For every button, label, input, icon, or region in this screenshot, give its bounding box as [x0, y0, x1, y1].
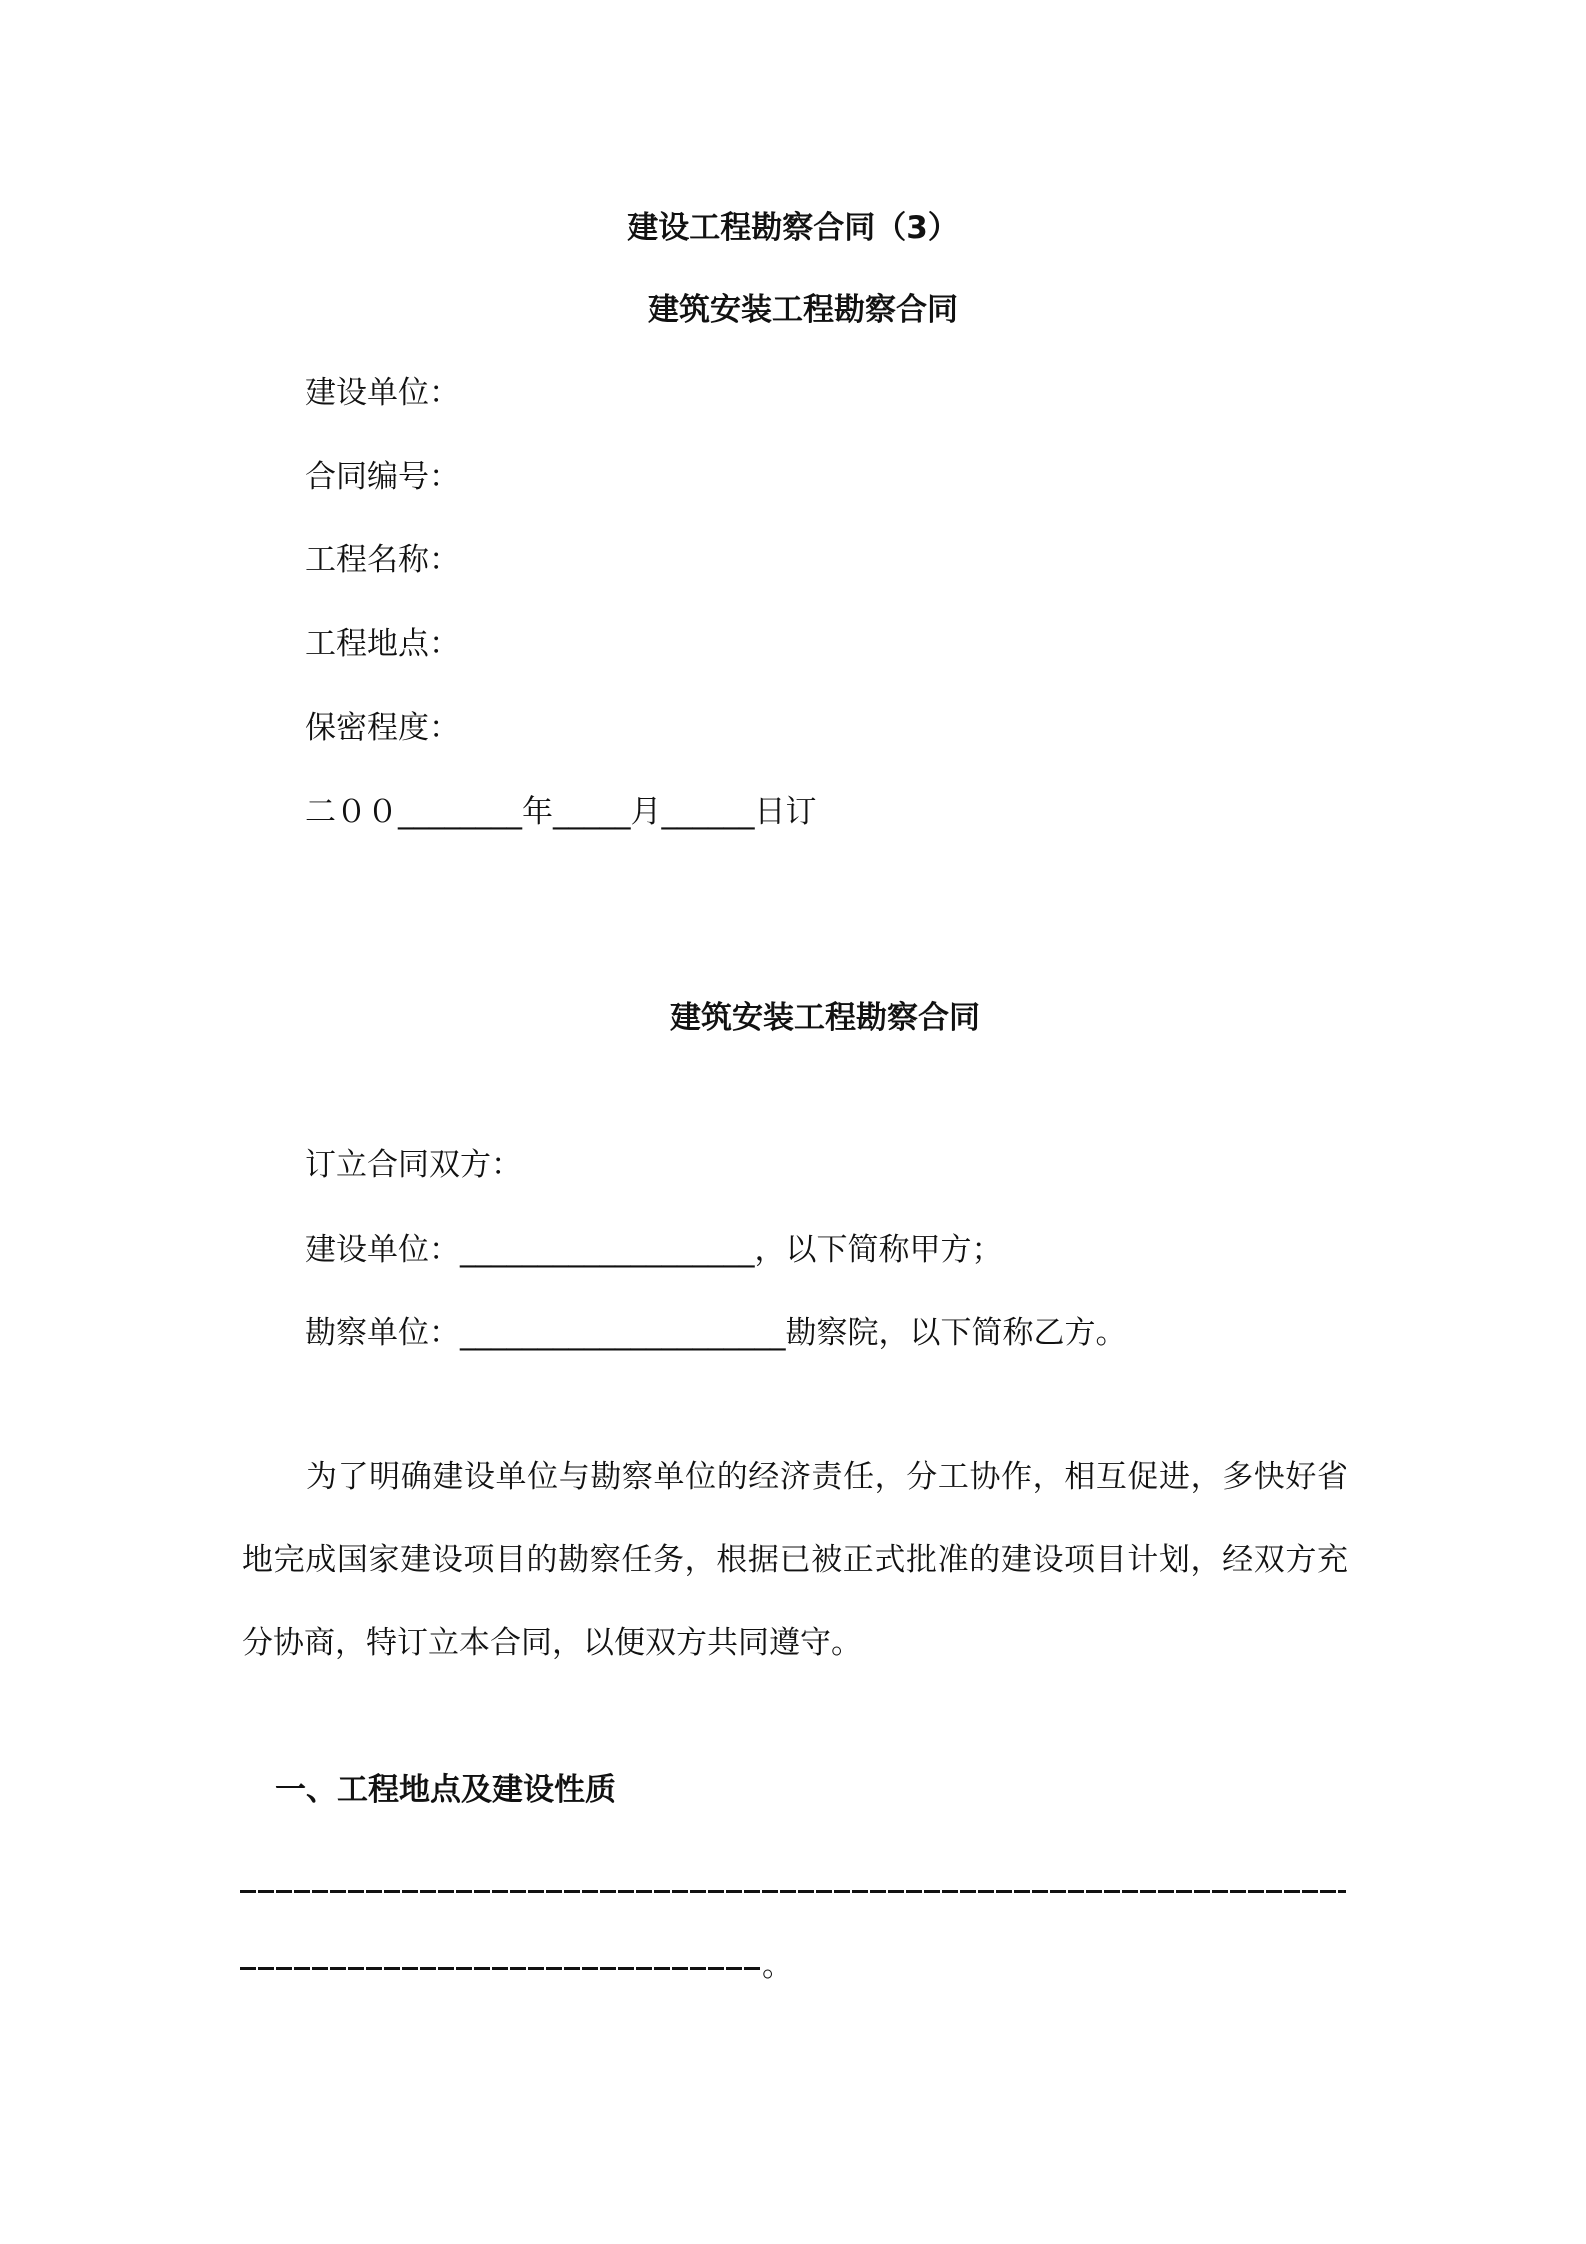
signing-date-line: [305, 792, 817, 832]
field-label: 合同编号：: [305, 459, 460, 495]
parties-label: 订立合同双方：: [305, 1147, 522, 1183]
section-1-heading: 一、工程地点及建设性质: [275, 1772, 616, 1808]
field-label: 工程名称：: [305, 542, 460, 578]
section-1-fill-line-1[interactable]: [240, 1890, 1346, 1893]
party-a-label: 建设单位：: [305, 1232, 460, 1268]
field-construction-unit: [305, 373, 460, 413]
year-blank[interactable]: ________: [398, 794, 522, 830]
party-a-suffix: ，以下简称甲方；: [754, 1232, 1003, 1268]
section-1-fill-line-end: 。: [762, 1948, 793, 1984]
year-label: 年: [522, 794, 553, 830]
day-blank[interactable]: ______: [661, 794, 755, 830]
field-contract-number: [305, 457, 460, 497]
field-label: 保密程度：: [305, 710, 460, 746]
date-prefix: 二００: [305, 794, 398, 830]
month-blank[interactable]: _____: [553, 794, 631, 830]
document-title: 建设工程勘察合同（3）: [627, 210, 959, 246]
party-a-blank[interactable]: ___________________: [460, 1232, 755, 1268]
preamble-paragraph: 为了明确建设单位与勘察单位的经济责任，分工协作，相互促进，多快好省地完成国家建设项目的勘察任务，根据已被正式批准的建设项目计划，经双方充分协商，特订立本合同，以便双方共同遵守。: [242, 1459, 1348, 1661]
field-project-location: [305, 624, 460, 664]
party-a-line: [305, 1230, 1003, 1270]
party-b-line: [305, 1313, 1127, 1353]
party-b-blank[interactable]: _____________________: [460, 1315, 786, 1351]
field-label: 工程地点：: [305, 626, 460, 662]
field-label: 建设单位：: [305, 375, 460, 411]
section-1-fill-line-2[interactable]: [240, 1967, 762, 1970]
party-b-suffix: 勘察院，以下简称乙方。: [785, 1315, 1127, 1351]
document-subtitle: 建筑安装工程勘察合同: [648, 292, 958, 328]
party-b-label: 勘察单位：: [305, 1315, 460, 1351]
field-confidentiality: [305, 708, 460, 748]
contract-heading: 建筑安装工程勘察合同: [670, 1000, 980, 1036]
month-label: 月: [630, 794, 662, 830]
field-project-name: [305, 540, 460, 580]
day-label: 日订: [754, 794, 817, 830]
